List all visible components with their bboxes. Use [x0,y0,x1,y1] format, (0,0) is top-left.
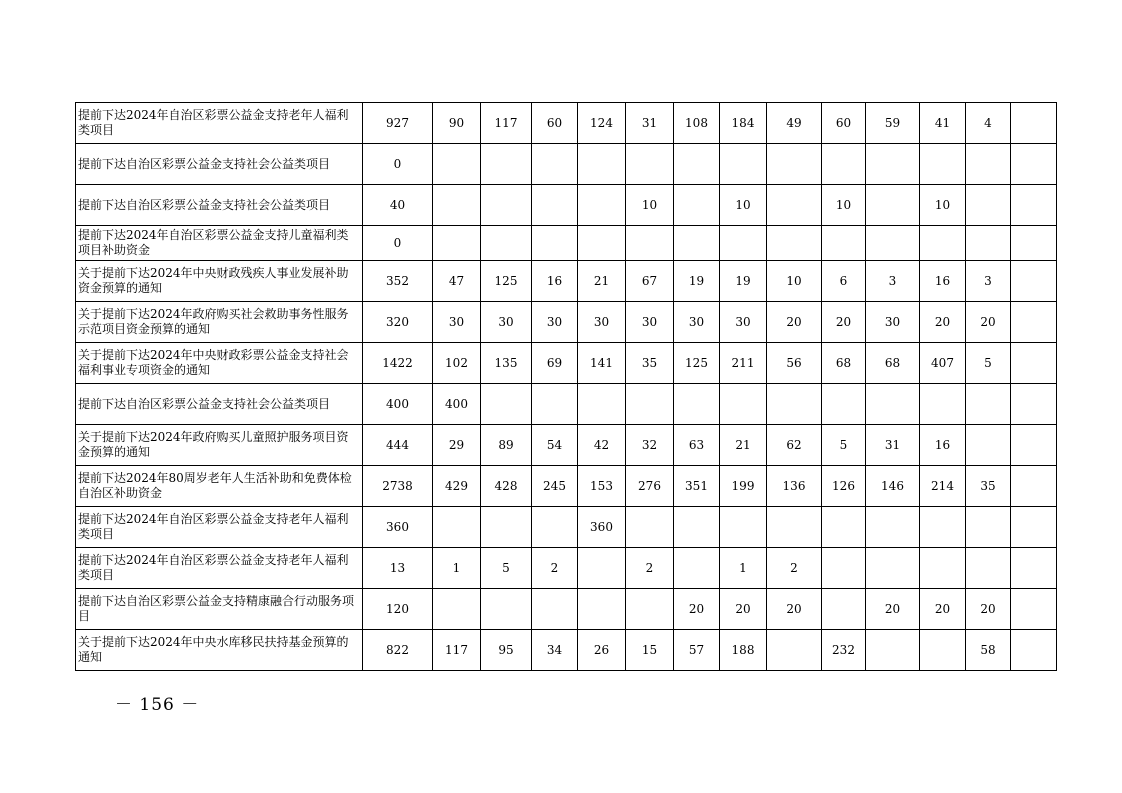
table-row [76,630,1057,671]
value-cell: 29 [433,425,481,466]
value-cell: 20 [966,302,1011,343]
value-cell [866,185,920,226]
item-name-cell: 提前下达2024年80周岁老年人生活补助和免费体检自治区补助资金 [76,466,363,507]
value-cell [920,548,966,589]
table-row [76,261,1057,302]
value-cell [433,185,481,226]
value-cell: 47 [433,261,481,302]
value-cell [966,548,1011,589]
value-cell [866,384,920,425]
value-cell [1011,589,1057,630]
value-cell: 49 [767,103,822,144]
value-cell [822,226,866,261]
value-cell: 32 [626,425,674,466]
item-name-cell: 关于提前下达2024年中央财政彩票公益金支持社会福利事业专项资金的通知 [76,343,363,384]
value-cell: 5 [966,343,1011,384]
value-cell [1011,144,1057,185]
value-cell [966,226,1011,261]
value-cell: 276 [626,466,674,507]
value-cell: 30 [866,302,920,343]
value-cell: 42 [578,425,626,466]
value-cell [674,226,720,261]
value-cell: 15 [626,630,674,671]
value-cell [767,144,822,185]
value-cell: 146 [866,466,920,507]
value-cell: 126 [822,466,866,507]
value-cell [674,144,720,185]
value-cell [866,144,920,185]
value-cell [767,507,822,548]
value-cell [822,144,866,185]
value-cell [966,425,1011,466]
value-cell: 60 [532,103,578,144]
total-value-cell: 822 [363,630,433,671]
value-cell [578,144,626,185]
value-cell: 153 [578,466,626,507]
value-cell [920,144,966,185]
value-cell: 20 [822,302,866,343]
value-cell [532,589,578,630]
value-cell [532,384,578,425]
value-cell: 68 [866,343,920,384]
item-name-cell: 关于提前下达2024年政府购买儿童照护服务项目资金预算的通知 [76,425,363,466]
value-cell [433,507,481,548]
value-cell: 57 [674,630,720,671]
value-cell [720,226,767,261]
value-cell: 108 [674,103,720,144]
value-cell: 5 [822,425,866,466]
value-cell: 62 [767,425,822,466]
value-cell [626,226,674,261]
value-cell: 54 [532,425,578,466]
value-cell: 360 [578,507,626,548]
value-cell: 10 [822,185,866,226]
value-cell: 429 [433,466,481,507]
item-name-cell: 关于提前下达2024年政府购买社会救助事务性服务示范项目资金预算的通知 [76,302,363,343]
value-cell [578,589,626,630]
value-cell [720,507,767,548]
value-cell [966,144,1011,185]
table-body [76,103,1057,671]
value-cell: 60 [822,103,866,144]
table-row [76,226,1057,261]
value-cell [1011,185,1057,226]
value-cell [433,144,481,185]
value-cell: 141 [578,343,626,384]
value-cell [1011,226,1057,261]
total-value-cell: 400 [363,384,433,425]
value-cell: 199 [720,466,767,507]
value-cell: 2 [626,548,674,589]
value-cell [1011,507,1057,548]
value-cell: 10 [920,185,966,226]
value-cell [674,384,720,425]
value-cell: 16 [920,425,966,466]
total-value-cell: 1422 [363,343,433,384]
value-cell [578,548,626,589]
value-cell: 35 [626,343,674,384]
value-cell: 20 [920,302,966,343]
value-cell [1011,548,1057,589]
value-cell: 10 [626,185,674,226]
value-cell: 2 [767,548,822,589]
value-cell [920,630,966,671]
item-name-cell: 提前下达自治区彩票公益金支持精康融合行动服务项目 [76,589,363,630]
table-row [76,384,1057,425]
value-cell [1011,343,1057,384]
value-cell [1011,261,1057,302]
value-cell [532,226,578,261]
value-cell: 136 [767,466,822,507]
value-cell [626,144,674,185]
item-name-cell: 提前下达自治区彩票公益金支持社会公益类项目 [76,185,363,226]
value-cell: 16 [920,261,966,302]
value-cell: 428 [481,466,532,507]
table-row [76,343,1057,384]
value-cell [674,185,720,226]
value-cell [626,589,674,630]
value-cell [822,548,866,589]
table-row [76,302,1057,343]
value-cell: 69 [532,343,578,384]
value-cell [920,226,966,261]
value-cell [578,185,626,226]
table-row [76,507,1057,548]
value-cell [532,144,578,185]
value-cell [767,630,822,671]
value-cell [866,548,920,589]
table-row [76,589,1057,630]
value-cell [1011,384,1057,425]
value-cell [920,507,966,548]
value-cell [866,226,920,261]
value-cell: 20 [966,589,1011,630]
page-number: － 156 － [115,695,200,715]
value-cell: 4 [966,103,1011,144]
value-cell [481,144,532,185]
value-cell: 35 [966,466,1011,507]
value-cell: 351 [674,466,720,507]
total-value-cell: 13 [363,548,433,589]
table-row [76,425,1057,466]
table-row [76,548,1057,589]
value-cell [481,507,532,548]
value-cell: 10 [767,261,822,302]
item-name-cell: 提前下达自治区彩票公益金支持社会公益类项目 [76,144,363,185]
value-cell [578,226,626,261]
value-cell: 89 [481,425,532,466]
table-row [76,466,1057,507]
value-cell: 124 [578,103,626,144]
value-cell: 3 [966,261,1011,302]
value-cell: 19 [674,261,720,302]
value-cell: 21 [720,425,767,466]
value-cell: 67 [626,261,674,302]
value-cell: 30 [674,302,720,343]
item-name-cell: 提前下达自治区彩票公益金支持社会公益类项目 [76,384,363,425]
item-name-cell: 关于提前下达2024年中央水库移民扶持基金预算的通知 [76,630,363,671]
value-cell: 232 [822,630,866,671]
value-cell [578,384,626,425]
total-value-cell: 927 [363,103,433,144]
value-cell: 41 [920,103,966,144]
table-row [76,185,1057,226]
value-cell: 19 [720,261,767,302]
value-cell [767,384,822,425]
value-cell [532,185,578,226]
value-cell [433,226,481,261]
value-cell: 20 [720,589,767,630]
item-name-cell: 提前下达2024年自治区彩票公益金支持老年人福利类项目 [76,548,363,589]
value-cell: 188 [720,630,767,671]
value-cell: 20 [767,589,822,630]
value-cell: 30 [578,302,626,343]
value-cell: 26 [578,630,626,671]
value-cell: 95 [481,630,532,671]
value-cell: 125 [481,261,532,302]
value-cell [626,507,674,548]
total-value-cell: 0 [363,226,433,261]
value-cell: 125 [674,343,720,384]
value-cell: 63 [674,425,720,466]
value-cell: 20 [920,589,966,630]
value-cell: 2 [532,548,578,589]
value-cell: 1 [433,548,481,589]
value-cell [481,226,532,261]
value-cell: 30 [626,302,674,343]
item-name-cell: 提前下达2024年自治区彩票公益金支持老年人福利类项目 [76,507,363,548]
value-cell [822,384,866,425]
value-cell: 16 [532,261,578,302]
value-cell: 245 [532,466,578,507]
value-cell: 34 [532,630,578,671]
value-cell: 102 [433,343,481,384]
value-cell [481,589,532,630]
value-cell: 214 [920,466,966,507]
total-value-cell: 0 [363,144,433,185]
value-cell [433,589,481,630]
value-cell [626,384,674,425]
total-value-cell: 352 [363,261,433,302]
value-cell: 68 [822,343,866,384]
value-cell: 30 [481,302,532,343]
value-cell [822,507,866,548]
value-cell [674,548,720,589]
total-value-cell: 120 [363,589,433,630]
value-cell [966,507,1011,548]
value-cell [866,507,920,548]
total-value-cell: 360 [363,507,433,548]
total-value-cell: 40 [363,185,433,226]
value-cell: 21 [578,261,626,302]
value-cell [532,507,578,548]
value-cell [481,185,532,226]
value-cell: 30 [433,302,481,343]
item-name-cell: 关于提前下达2024年中央财政残疾人事业发展补助资金预算的通知 [76,261,363,302]
value-cell [674,507,720,548]
value-cell: 20 [767,302,822,343]
item-name-cell: 提前下达2024年自治区彩票公益金支持老年人福利类项目 [76,103,363,144]
value-cell: 31 [866,425,920,466]
value-cell [1011,466,1057,507]
value-cell [1011,302,1057,343]
value-cell [1011,425,1057,466]
value-cell [966,185,1011,226]
budget-table [75,102,1057,671]
value-cell: 3 [866,261,920,302]
value-cell [767,226,822,261]
value-cell: 56 [767,343,822,384]
table-row [76,144,1057,185]
value-cell: 211 [720,343,767,384]
value-cell [966,384,1011,425]
value-cell: 10 [720,185,767,226]
value-cell [1011,630,1057,671]
value-cell: 407 [920,343,966,384]
total-value-cell: 320 [363,302,433,343]
value-cell: 117 [481,103,532,144]
value-cell [822,589,866,630]
table-row [76,103,1057,144]
value-cell: 400 [433,384,481,425]
value-cell [481,384,532,425]
item-name-cell: 提前下达2024年自治区彩票公益金支持儿童福利类项目补助资金 [76,226,363,261]
value-cell: 20 [674,589,720,630]
value-cell [920,384,966,425]
value-cell: 31 [626,103,674,144]
value-cell: 59 [866,103,920,144]
value-cell: 5 [481,548,532,589]
value-cell: 6 [822,261,866,302]
value-cell [720,384,767,425]
value-cell: 1 [720,548,767,589]
total-value-cell: 2738 [363,466,433,507]
value-cell: 30 [532,302,578,343]
value-cell [767,185,822,226]
value-cell [720,144,767,185]
value-cell: 184 [720,103,767,144]
value-cell: 20 [866,589,920,630]
value-cell: 30 [720,302,767,343]
value-cell [1011,103,1057,144]
total-value-cell: 444 [363,425,433,466]
value-cell: 90 [433,103,481,144]
value-cell [866,630,920,671]
value-cell: 117 [433,630,481,671]
value-cell: 58 [966,630,1011,671]
value-cell: 135 [481,343,532,384]
